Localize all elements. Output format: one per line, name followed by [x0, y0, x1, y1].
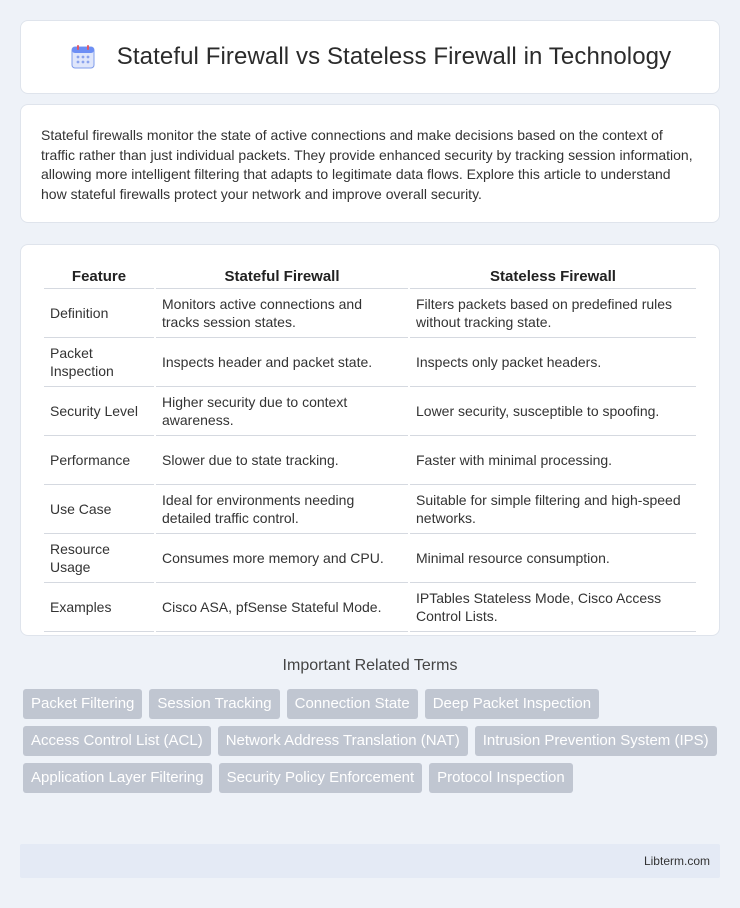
term-tag[interactable]: Security Policy Enforcement	[219, 763, 423, 793]
intro-paragraph: Stateful firewalls monitor the state of active connections and make decisions based on the context of traffic rather than just individual packets. They provide enhanced security by tracking session information, allowing more intelligent filtering that adapts to legitimate data flows. Explore this article to understand how stateful firewalls protect your network and improve overall security.	[41, 127, 693, 202]
header-feature: Feature	[44, 267, 154, 289]
feature-cell: Definition	[44, 289, 154, 338]
stateful-cell: Cisco ASA, pfSense Stateful Mode.	[156, 583, 408, 632]
term-tag[interactable]: Access Control List (ACL)	[23, 726, 211, 756]
table-row	[44, 534, 696, 583]
term-tag[interactable]: Packet Filtering	[23, 689, 142, 719]
feature-cell: Resource Usage	[44, 534, 154, 583]
stateless-cell: Filters packets based on predefined rules without tracking state.	[410, 289, 696, 338]
stateful-cell: Monitors active connections and tracks session states.	[156, 289, 408, 338]
stateless-cell: Lower security, susceptible to spoofing.	[410, 387, 696, 436]
stateless-cell: Inspects only packet headers.	[410, 338, 696, 387]
term-tag[interactable]: Connection State	[287, 689, 418, 719]
feature-cell: Examples	[44, 583, 154, 632]
term-tag[interactable]: Intrusion Prevention System (IPS)	[475, 726, 717, 756]
related-terms-list	[23, 689, 723, 793]
table-header-row	[44, 267, 696, 289]
stateful-cell: Inspects header and packet state.	[156, 338, 408, 387]
comparison-table	[42, 267, 698, 632]
page-title: Stateful Firewall vs Stateless Firewall in Technology	[116, 43, 672, 70]
footer-site-link[interactable]: Libterm.com	[643, 854, 710, 868]
feature-cell: Performance	[44, 436, 154, 485]
intro-card	[20, 104, 720, 223]
header-stateful: Stateful Firewall	[156, 267, 408, 289]
feature-cell: Use Case	[44, 485, 154, 534]
related-terms-heading: Important Related Terms	[282, 657, 458, 674]
table-row	[44, 583, 696, 632]
comparison-card	[20, 244, 720, 636]
term-tag[interactable]: Application Layer Filtering	[23, 763, 212, 793]
table-row	[44, 436, 696, 485]
stateless-cell: Suitable for simple filtering and high-speed networks.	[410, 485, 696, 534]
calendar-icon	[69, 43, 97, 71]
term-tag[interactable]: Deep Packet Inspection	[425, 689, 599, 719]
title-card	[20, 20, 720, 94]
feature-cell: Packet Inspection	[44, 338, 154, 387]
stateful-cell: Consumes more memory and CPU.	[156, 534, 408, 583]
footer	[20, 844, 720, 878]
term-tag[interactable]: Session Tracking	[149, 689, 279, 719]
stateful-cell: Higher security due to context awareness.	[156, 387, 408, 436]
header-stateless: Stateless Firewall	[410, 267, 696, 289]
table-row	[44, 338, 696, 387]
table-row	[44, 289, 696, 338]
term-tag[interactable]: Network Address Translation (NAT)	[218, 726, 468, 756]
feature-cell: Security Level	[44, 387, 154, 436]
stateless-cell: Minimal resource consumption.	[410, 534, 696, 583]
stateful-cell: Ideal for environments needing detailed traffic control.	[156, 485, 408, 534]
table-row	[44, 387, 696, 436]
stateless-cell: Faster with minimal processing.	[410, 436, 696, 485]
term-tag[interactable]: Protocol Inspection	[429, 763, 573, 793]
table-row	[44, 485, 696, 534]
stateful-cell: Slower due to state tracking.	[156, 436, 408, 485]
stateless-cell: IPTables Stateless Mode, Cisco Access Control Lists.	[410, 583, 696, 632]
